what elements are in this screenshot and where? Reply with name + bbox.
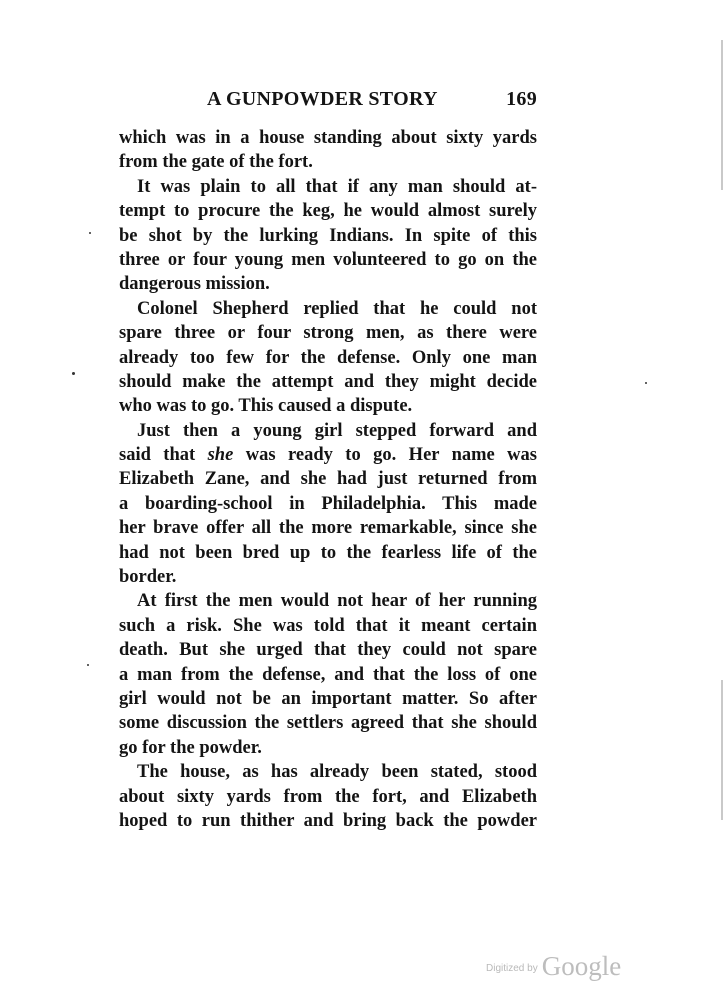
google-logo: Google	[541, 951, 622, 981]
text-line: a boarding-school in Philadelphia. This made	[119, 493, 537, 514]
text-segment: said that	[119, 445, 208, 466]
text-line: some discussion the settlers agreed that she should	[119, 713, 537, 734]
scan-speck	[645, 382, 647, 384]
digitized-watermark	[486, 951, 621, 983]
text-line: had not been bred up to the fearless life of the	[119, 542, 537, 563]
text-line-with-emphasis	[119, 443, 537, 467]
scan-edge-mark	[721, 680, 723, 820]
text-line: be shot by the lurking Indians. In spite of this	[119, 225, 537, 246]
paragraph-first-line: The house, as has already been stated, stood	[137, 762, 537, 783]
running-title: A GUNPOWDER STORY	[207, 88, 438, 110]
text-line: a man from the defense, and that the loss of one	[119, 664, 537, 685]
paragraph-first-line: At first the men would not hear of her running	[137, 591, 537, 612]
scan-speck	[87, 664, 89, 666]
text-line: tempt to procure the keg, he would almost surely	[119, 201, 537, 222]
text-line: from the gate of the fort.	[119, 152, 313, 173]
text-line: three or four young men volunteered to go on the	[119, 249, 537, 270]
paragraph-first-line: It was plain to all that if any man should at-	[137, 176, 537, 197]
watermark-prefix: Digitized by	[486, 963, 538, 974]
text-line: Elizabeth Zane, and she had just returned from	[119, 469, 537, 490]
scan-edge-mark	[721, 40, 723, 190]
text-line: border.	[119, 567, 177, 588]
text-line: death. But she urged that they could not spare	[119, 640, 537, 661]
text-segment: was ready to go. Her name was	[233, 445, 537, 466]
text-line: go for the powder.	[119, 737, 262, 758]
body-text	[119, 126, 537, 833]
text-line: her brave offer all the more remarkable, since she	[119, 518, 537, 539]
text-line: should make the attempt and they might decide	[119, 371, 537, 392]
running-head	[119, 88, 537, 120]
text-line: girl would not be an important matter. So after	[119, 688, 537, 709]
text-line: spare three or four strong men, as there were	[119, 323, 537, 344]
text-line: about sixty yards from the fort, and Elizabeth	[119, 786, 537, 807]
scan-speck	[72, 372, 75, 375]
text-line: who was to go. This caused a dispute.	[119, 396, 413, 417]
scan-speck	[89, 232, 91, 234]
emphasized-word: she	[207, 445, 234, 466]
paragraph-first-line: Colonel Shepherd replied that he could not	[137, 298, 537, 319]
text-line: which was in a house standing about sixty yards	[119, 128, 537, 148]
paragraph-first-line: Just then a young girl stepped forward and	[137, 420, 537, 441]
text-line: already too few for the defense. Only one man	[119, 347, 537, 368]
text-line: such a risk. She was told that it meant certain	[119, 615, 537, 636]
page-number: 169	[506, 88, 537, 110]
text-line: dangerous mission.	[119, 274, 270, 295]
text-line: hoped to run thither and bring back the powder	[119, 810, 537, 831]
